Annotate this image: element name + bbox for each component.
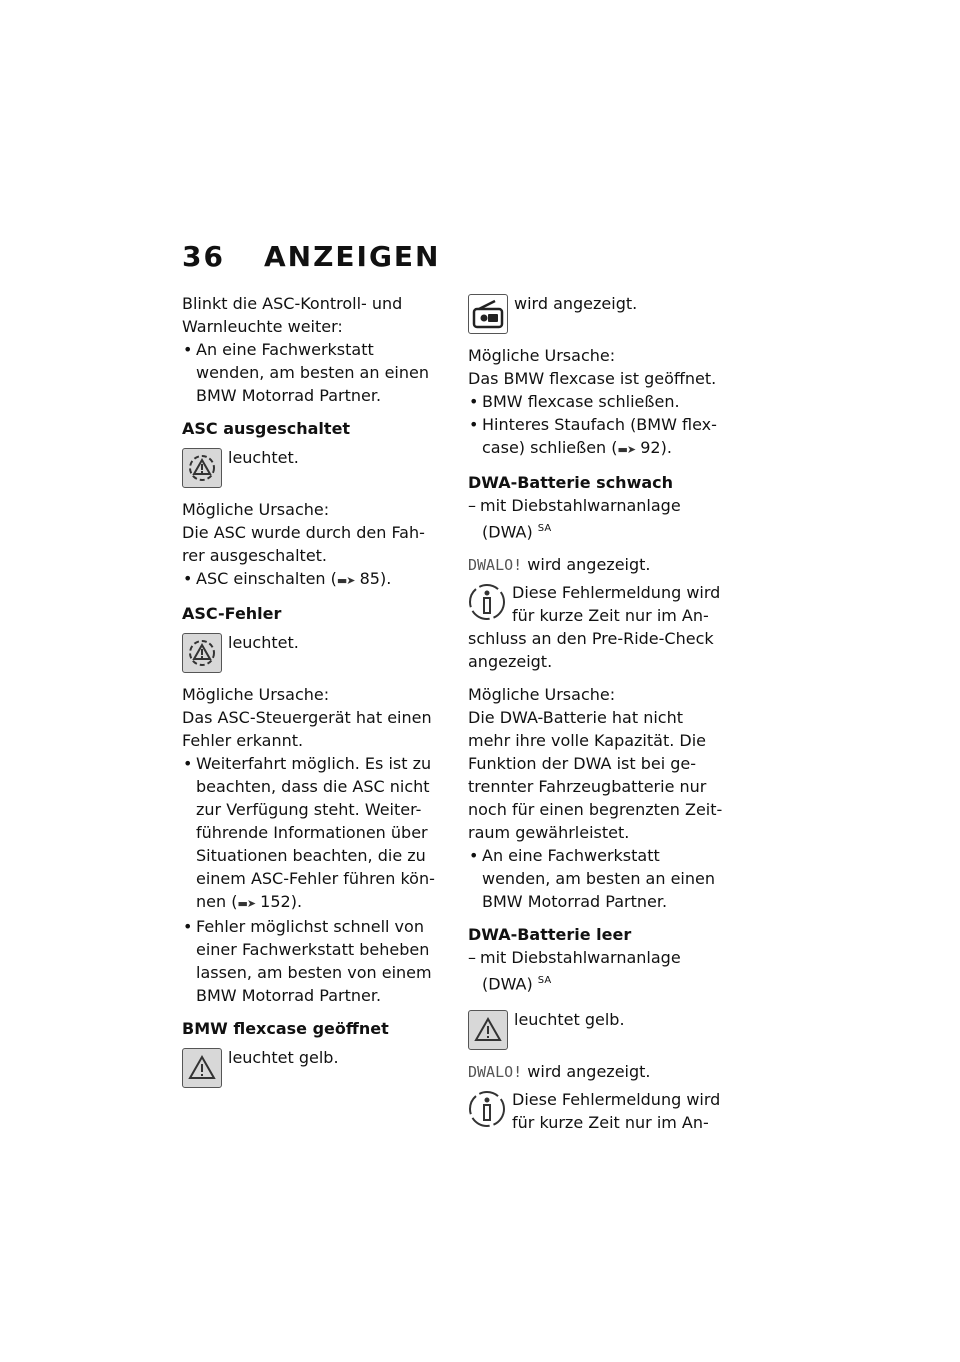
general-warning-icon bbox=[468, 1010, 508, 1050]
list-item-line: • An eine Fachwerkstatt bbox=[196, 340, 374, 359]
list-item-line: wenden, am besten an einen bbox=[482, 869, 715, 889]
display-code: DWALO! bbox=[468, 556, 523, 575]
section-heading-flexcase: BMW flexcase geöffnet bbox=[182, 1019, 389, 1038]
info-line: für kurze Zeit nur im An- bbox=[512, 1112, 709, 1132]
page-header bbox=[182, 240, 441, 273]
list-item-line: • An eine Fachwerkstatt bbox=[482, 846, 660, 866]
cause-line: Die DWA-Batterie hat nicht bbox=[468, 708, 683, 728]
special-equipment-tag: SA bbox=[537, 975, 552, 987]
page-title: ANZEIGEN bbox=[264, 240, 441, 273]
right-column bbox=[468, 292, 740, 1134]
equipment-note-line bbox=[480, 969, 740, 995]
list-item-line: • Weiterfahrt möglich. Es ist zu bbox=[196, 754, 432, 773]
list-item bbox=[182, 752, 454, 915]
page-reference[interactable]: 85). bbox=[359, 569, 392, 588]
list-item bbox=[182, 915, 454, 1007]
cause-line: Die ASC wurde durch den Fah- bbox=[182, 523, 425, 542]
general-warning-icon bbox=[182, 1048, 222, 1088]
info-note bbox=[468, 581, 740, 673]
list-item bbox=[468, 413, 740, 461]
info-icon bbox=[468, 583, 506, 621]
list-item-text: case) schließen ( bbox=[482, 438, 618, 457]
section-heading-asc-off: ASC ausgeschaltet bbox=[182, 419, 351, 438]
page-reference[interactable]: 92). bbox=[640, 438, 672, 457]
info-line: Diese Fehlermeldung wird bbox=[512, 583, 721, 603]
list-item-line: wenden, am besten an einen bbox=[196, 363, 429, 382]
flexcase-open-icon bbox=[468, 294, 508, 334]
display-message bbox=[468, 1060, 740, 1084]
page-reference-arrow-icon: ▬➤ bbox=[237, 897, 256, 910]
info-line: Diese Fehlermeldung wird bbox=[512, 1089, 721, 1109]
page-reference-arrow-icon: ▬➤ bbox=[336, 574, 355, 587]
indicator-row bbox=[182, 631, 454, 673]
equipment-note-line: mit Diebstahlwarnanlage bbox=[480, 496, 681, 515]
list-item-line: beachten, dass die ASC nicht bbox=[196, 777, 430, 796]
display-message-text: wird angezeigt. bbox=[527, 1061, 651, 1081]
equipment-note-text: (DWA) bbox=[482, 974, 533, 994]
list-item-line: BMW Motorrad Partner. bbox=[482, 892, 668, 912]
list-item bbox=[182, 338, 454, 407]
display-code: DWALO! bbox=[468, 1062, 523, 1081]
cause-line: raum gewährleistet. bbox=[468, 823, 630, 843]
intro-line: Warnleuchte weiter: bbox=[182, 317, 343, 336]
asc-warning-icon bbox=[182, 633, 222, 673]
list-item-line bbox=[482, 436, 740, 461]
list-item-text: nen ( bbox=[196, 892, 238, 911]
info-note bbox=[468, 1088, 740, 1134]
list-item-line: • Hinteres Staufach (BMW flex- bbox=[482, 415, 717, 434]
cause-label: Mögliche Ursache: bbox=[468, 685, 616, 705]
special-equipment-tag: SA bbox=[537, 523, 552, 534]
indicator-text: wird angezeigt. bbox=[514, 294, 638, 313]
cause-line: trennter Fahrzeugbatterie nur bbox=[468, 777, 707, 797]
section-heading-dwa-weak: DWA-Batterie schwach bbox=[468, 473, 674, 492]
indicator-row bbox=[468, 1008, 740, 1050]
list-item-line: einem ASC-Fehler führen kön- bbox=[196, 869, 435, 888]
list-item-line: BMW Motorrad Partner. bbox=[196, 386, 382, 405]
list-item-line: einer Fachwerkstatt beheben bbox=[196, 940, 430, 959]
list-item-line: BMW Motorrad Partner. bbox=[196, 986, 382, 1005]
section-heading-dwa-empty: DWA-Batterie leer bbox=[468, 925, 632, 945]
equipment-note bbox=[468, 946, 740, 995]
equipment-note-line bbox=[480, 517, 740, 543]
cause-line: noch für einen begrenzten Zeit- bbox=[468, 800, 723, 820]
page-number: 36 bbox=[182, 240, 225, 273]
list-item-text: ASC einschalten ( bbox=[196, 569, 337, 588]
list-item-line: • Fehler möglichst schnell von bbox=[196, 917, 424, 936]
list-item bbox=[182, 567, 454, 592]
cause-line: rer ausgeschaltet. bbox=[182, 546, 328, 565]
display-message bbox=[468, 553, 740, 577]
equipment-note bbox=[468, 494, 740, 543]
cause-label: Mögliche Ursache: bbox=[468, 346, 616, 365]
cause-line: Funktion der DWA ist bei ge- bbox=[468, 754, 697, 774]
list-item-line: zur Verfügung steht. Weiter- bbox=[196, 800, 422, 819]
section-heading-asc-error: ASC-Fehler bbox=[182, 604, 282, 623]
info-line: für kurze Zeit nur im An- bbox=[512, 606, 709, 626]
cause-line: Fehler erkannt. bbox=[182, 731, 304, 750]
cause-line: Das BMW flexcase ist geöffnet. bbox=[468, 369, 717, 388]
left-column bbox=[182, 292, 454, 1088]
list-item-line: Situationen beachten, die zu bbox=[196, 846, 426, 865]
cause-label: Mögliche Ursache: bbox=[182, 500, 330, 519]
dash-mark: – bbox=[468, 948, 476, 968]
info-line: schluss an den Pre-Ride-Check bbox=[468, 629, 714, 649]
dash-mark: – bbox=[468, 496, 476, 515]
indicator-row bbox=[182, 446, 454, 488]
indicator-text: leuchtet. bbox=[228, 633, 299, 652]
info-line: angezeigt. bbox=[468, 652, 553, 672]
cause-label: Mögliche Ursache: bbox=[182, 685, 330, 704]
asc-warning-icon bbox=[182, 448, 222, 488]
indicator-text: leuchtet gelb. bbox=[514, 1009, 625, 1029]
indicator-text: leuchtet. bbox=[228, 448, 299, 467]
indicator-text: leuchtet gelb. bbox=[228, 1048, 339, 1067]
list-item-line: lassen, am besten von einem bbox=[196, 963, 432, 982]
intro-line: Blinkt die ASC-Kontroll- und bbox=[182, 294, 403, 313]
indicator-row bbox=[468, 292, 740, 334]
indicator-row bbox=[182, 1046, 454, 1088]
cause-line: Das ASC-Steuergerät hat einen bbox=[182, 708, 432, 727]
display-message-text: wird angezeigt. bbox=[527, 555, 651, 575]
list-item-line bbox=[196, 890, 454, 915]
page-reference[interactable]: 152). bbox=[260, 892, 303, 911]
cause-line: mehr ihre volle Kapazität. Die bbox=[468, 731, 707, 751]
list-item-line: führende Informationen über bbox=[196, 823, 428, 842]
equipment-note-text: (DWA) bbox=[482, 522, 533, 542]
page-reference-arrow-icon: ▬➤ bbox=[617, 443, 636, 456]
list-item: • BMW flexcase schließen. bbox=[468, 390, 740, 413]
equipment-note-line: mit Diebstahlwarnanlage bbox=[480, 948, 681, 968]
list-item bbox=[468, 844, 740, 913]
info-icon bbox=[468, 1090, 506, 1128]
